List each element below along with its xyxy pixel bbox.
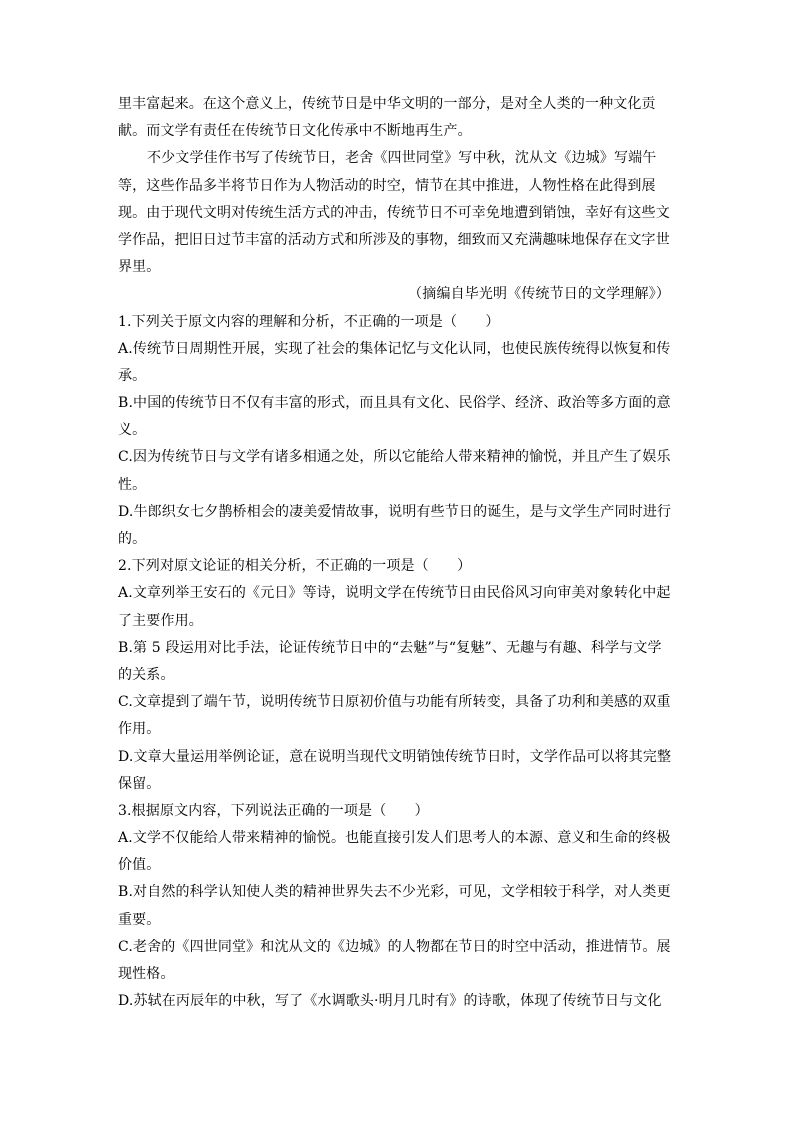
question-1 xyxy=(118,309,678,554)
option-c: C.文章提到了端午节，说明传统节日原初价值与功能有所转变，具备了功利和美感的双重 xyxy=(118,694,671,711)
option-a-cont: 价值。 xyxy=(118,857,161,874)
option-d: D.牛郎织女七夕鹊桥相会的凄美爱情故事，说明有些节日的诞生，是与文学生产同时进行 xyxy=(118,503,672,520)
text-line: 献。而文学有责任在传统节日文化传承中不断地再生产。 xyxy=(118,123,472,140)
option-d-cont: 的。 xyxy=(118,531,147,547)
option-c: C.因为传统节日与文学有诸多相通之处，所以它能给人带来精神的愉悦，并且产生了娱乐 xyxy=(118,449,671,466)
question-stem: 1.下列关于原文内容的理解和分析，不正确的一项是（ ） xyxy=(118,313,500,330)
option-b-cont: 义。 xyxy=(118,422,147,439)
passage-paragraph-1 xyxy=(118,91,678,145)
document-content xyxy=(118,91,678,1015)
text-line: 里丰富起来。在这个意义上，传统节日是中华文明的一部分，是对全人类的一种文化贡 xyxy=(118,96,656,112)
text-line: 等，这些作品多半将节日作为人物活动的时空，情节在其中推进，人物性格在此得到展 xyxy=(118,177,656,194)
option-b-cont: 重要。 xyxy=(118,911,161,928)
text-line: 现。由于现代文明对传统生活方式的冲击，传统节日不可幸免地遭到销蚀，幸好有这些文 xyxy=(118,204,670,221)
option-b: B.中国的传统节日不仅有丰富的形式，而且具有文化、民俗学、经济、政治等多方面的意 xyxy=(118,395,671,412)
question-stem: 2.下列对原文论证的相关分析，不正确的一项是（ ） xyxy=(118,558,472,575)
option-a: A.文学不仅能给人带来精神的愉悦。也能直接引发人们思考人的本源、意义和生命的终极 xyxy=(118,830,671,847)
passage-paragraph-2 xyxy=(118,145,678,281)
option-b-cont: 的关系。 xyxy=(118,666,175,683)
option-c: C.老舍的《四世同堂》和沈从文的《边城》的人物都在节日的时空中活动，推进情节。展 xyxy=(118,938,671,955)
option-a: A.文章列举王安石的《元日》等诗，说明文学在传统节日由民俗风习向审美对象转化中起 xyxy=(118,585,671,602)
source-citation: （摘编自毕光明《传统节日的文学理解》） xyxy=(408,286,670,303)
question-stem: 3.根据原文内容，下列说法正确的一项是（ ） xyxy=(118,802,429,819)
option-c-cont: 现性格。 xyxy=(118,966,175,982)
option-a: A.传统节日周期性开展，实现了社会的集体记忆与文化认同，也使民族传统得以恢复和传 xyxy=(118,340,671,357)
option-a-cont: 承。 xyxy=(118,367,147,384)
text-line: 不少文学佳作书写了传统节日，老舍《四世同堂》写中秋，沈从文《边城》写端午 xyxy=(147,150,657,167)
option-d: D.苏轼在丙辰年的中秋，写了《水调歌头·明月几时有》的诗歌，体现了传统节日与文化 xyxy=(118,993,662,1010)
option-b: B.对自然的科学认知使人类的精神世界失去不少光彩，可见，文学相较于科学，对人类更 xyxy=(118,884,671,901)
text-line: 界里。 xyxy=(118,259,161,276)
text-line: 学作品，把旧日过节丰富的活动方式和所涉及的事物，细致而又充满趣味地保存在文字世 xyxy=(118,231,670,248)
question-2 xyxy=(118,553,678,798)
option-c-cont: 作用。 xyxy=(118,721,161,738)
option-c-cont: 性。 xyxy=(118,476,147,493)
option-d-cont: 保留。 xyxy=(118,775,161,792)
option-d: D.文章大量运用举例论证，意在说明当现代文明销蚀传统节日时，文学作品可以将其完整 xyxy=(118,748,672,765)
option-b: B.第 5 段运用对比手法，论证传统节日中的“去魅”与“复魅”、无趣与有趣、科学与文学 xyxy=(118,639,662,656)
option-a-cont: 了主要作用。 xyxy=(118,612,203,629)
question-3 xyxy=(118,798,678,1016)
